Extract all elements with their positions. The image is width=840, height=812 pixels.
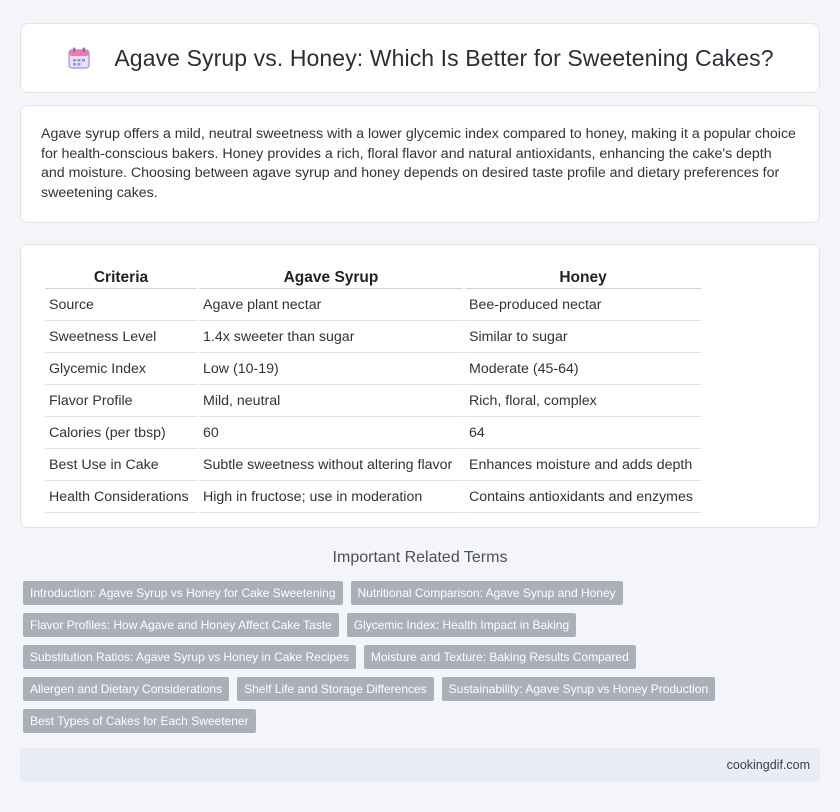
tag-row: [23, 709, 823, 733]
table-cell: Calories (per tbsp): [45, 419, 197, 449]
table-cell: Agave plant nectar: [199, 291, 463, 321]
table-row: [45, 355, 701, 385]
related-term-tag[interactable]: Flavor Profiles: How Agave and Honey Affect Cake Taste: [23, 613, 339, 637]
table-row: [45, 451, 701, 481]
related-term-tag[interactable]: Sustainability: Agave Syrup vs Honey Production: [442, 677, 715, 701]
related-term-tag[interactable]: Substitution Ratios: Agave Syrup vs Honey in Cake Recipes: [23, 645, 356, 669]
table-cell: Source: [45, 291, 197, 321]
related-terms-list: [23, 581, 823, 741]
table-cell: Low (10-19): [199, 355, 463, 385]
table-cell: Similar to sugar: [465, 323, 701, 353]
table-cell: Rich, floral, complex: [465, 387, 701, 417]
table-cell: 1.4x sweeter than sugar: [199, 323, 463, 353]
calendar-icon: [66, 45, 92, 71]
related-term-tag[interactable]: Glycemic Index: Health Impact in Baking: [347, 613, 576, 637]
footer-site[interactable]: cookingdif.com: [726, 758, 810, 772]
related-term-tag[interactable]: Best Types of Cakes for Each Sweetener: [23, 709, 256, 733]
table-cell: Glycemic Index: [45, 355, 197, 385]
table-cell: Health Considerations: [45, 483, 197, 513]
comparison-table: [43, 265, 703, 515]
table-cell: Bee-produced nectar: [465, 291, 701, 321]
intro-text: Agave syrup offers a mild, neutral sweetness with a lower glycemic index compared to honey, making it a popular choice for health-conscious bakers. Honey provides a rich, floral flavor and natural antioxidants, enhancing the cake's depth and moisture. Choosing between agave syrup and honey depends on desired taste profile and dietary preferences for sweetening cakes.: [41, 126, 796, 201]
page-title: Agave Syrup vs. Honey: Which Is Better for Sweetening Cakes?: [114, 44, 774, 71]
header-card: [20, 23, 820, 93]
column-header-agave: Agave Syrup: [199, 267, 463, 289]
table-cell: Best Use in Cake: [45, 451, 197, 481]
table-cell: Mild, neutral: [199, 387, 463, 417]
related-term-tag[interactable]: Shelf Life and Storage Differences: [237, 677, 434, 701]
table-cell: 64: [465, 419, 701, 449]
related-term-tag[interactable]: Nutritional Comparison: Agave Syrup and Honey: [351, 581, 623, 605]
comparison-card: [20, 244, 820, 528]
table-row: [45, 419, 701, 449]
tag-row: [23, 645, 823, 669]
related-term-tag[interactable]: Introduction: Agave Syrup vs Honey for Cake Sweetening: [23, 581, 343, 605]
table-row: [45, 483, 701, 513]
table-cell: High in fructose; use in moderation: [199, 483, 463, 513]
related-term-tag[interactable]: Moisture and Texture: Baking Results Compared: [364, 645, 636, 669]
column-header-honey: Honey: [465, 267, 701, 289]
table-cell: Flavor Profile: [45, 387, 197, 417]
table-cell: Contains antioxidants and enzymes: [465, 483, 701, 513]
intro-card: [20, 105, 820, 223]
table-cell: Subtle sweetness without altering flavor: [199, 451, 463, 481]
footer: [20, 748, 820, 782]
related-term-tag[interactable]: Allergen and Dietary Considerations: [23, 677, 229, 701]
table-row: [45, 387, 701, 417]
related-terms-title: Important Related Terms: [332, 549, 508, 566]
table-row: [45, 291, 701, 321]
table-cell: 60: [199, 419, 463, 449]
table-cell: Enhances moisture and adds depth: [465, 451, 701, 481]
table-row: [45, 323, 701, 353]
tag-row: [23, 613, 823, 637]
table-cell: Sweetness Level: [45, 323, 197, 353]
tag-row: [23, 677, 823, 701]
column-header-criteria: Criteria: [45, 267, 197, 289]
table-header-row: [45, 267, 701, 289]
table-cell: Moderate (45-64): [465, 355, 701, 385]
tag-row: [23, 581, 823, 605]
